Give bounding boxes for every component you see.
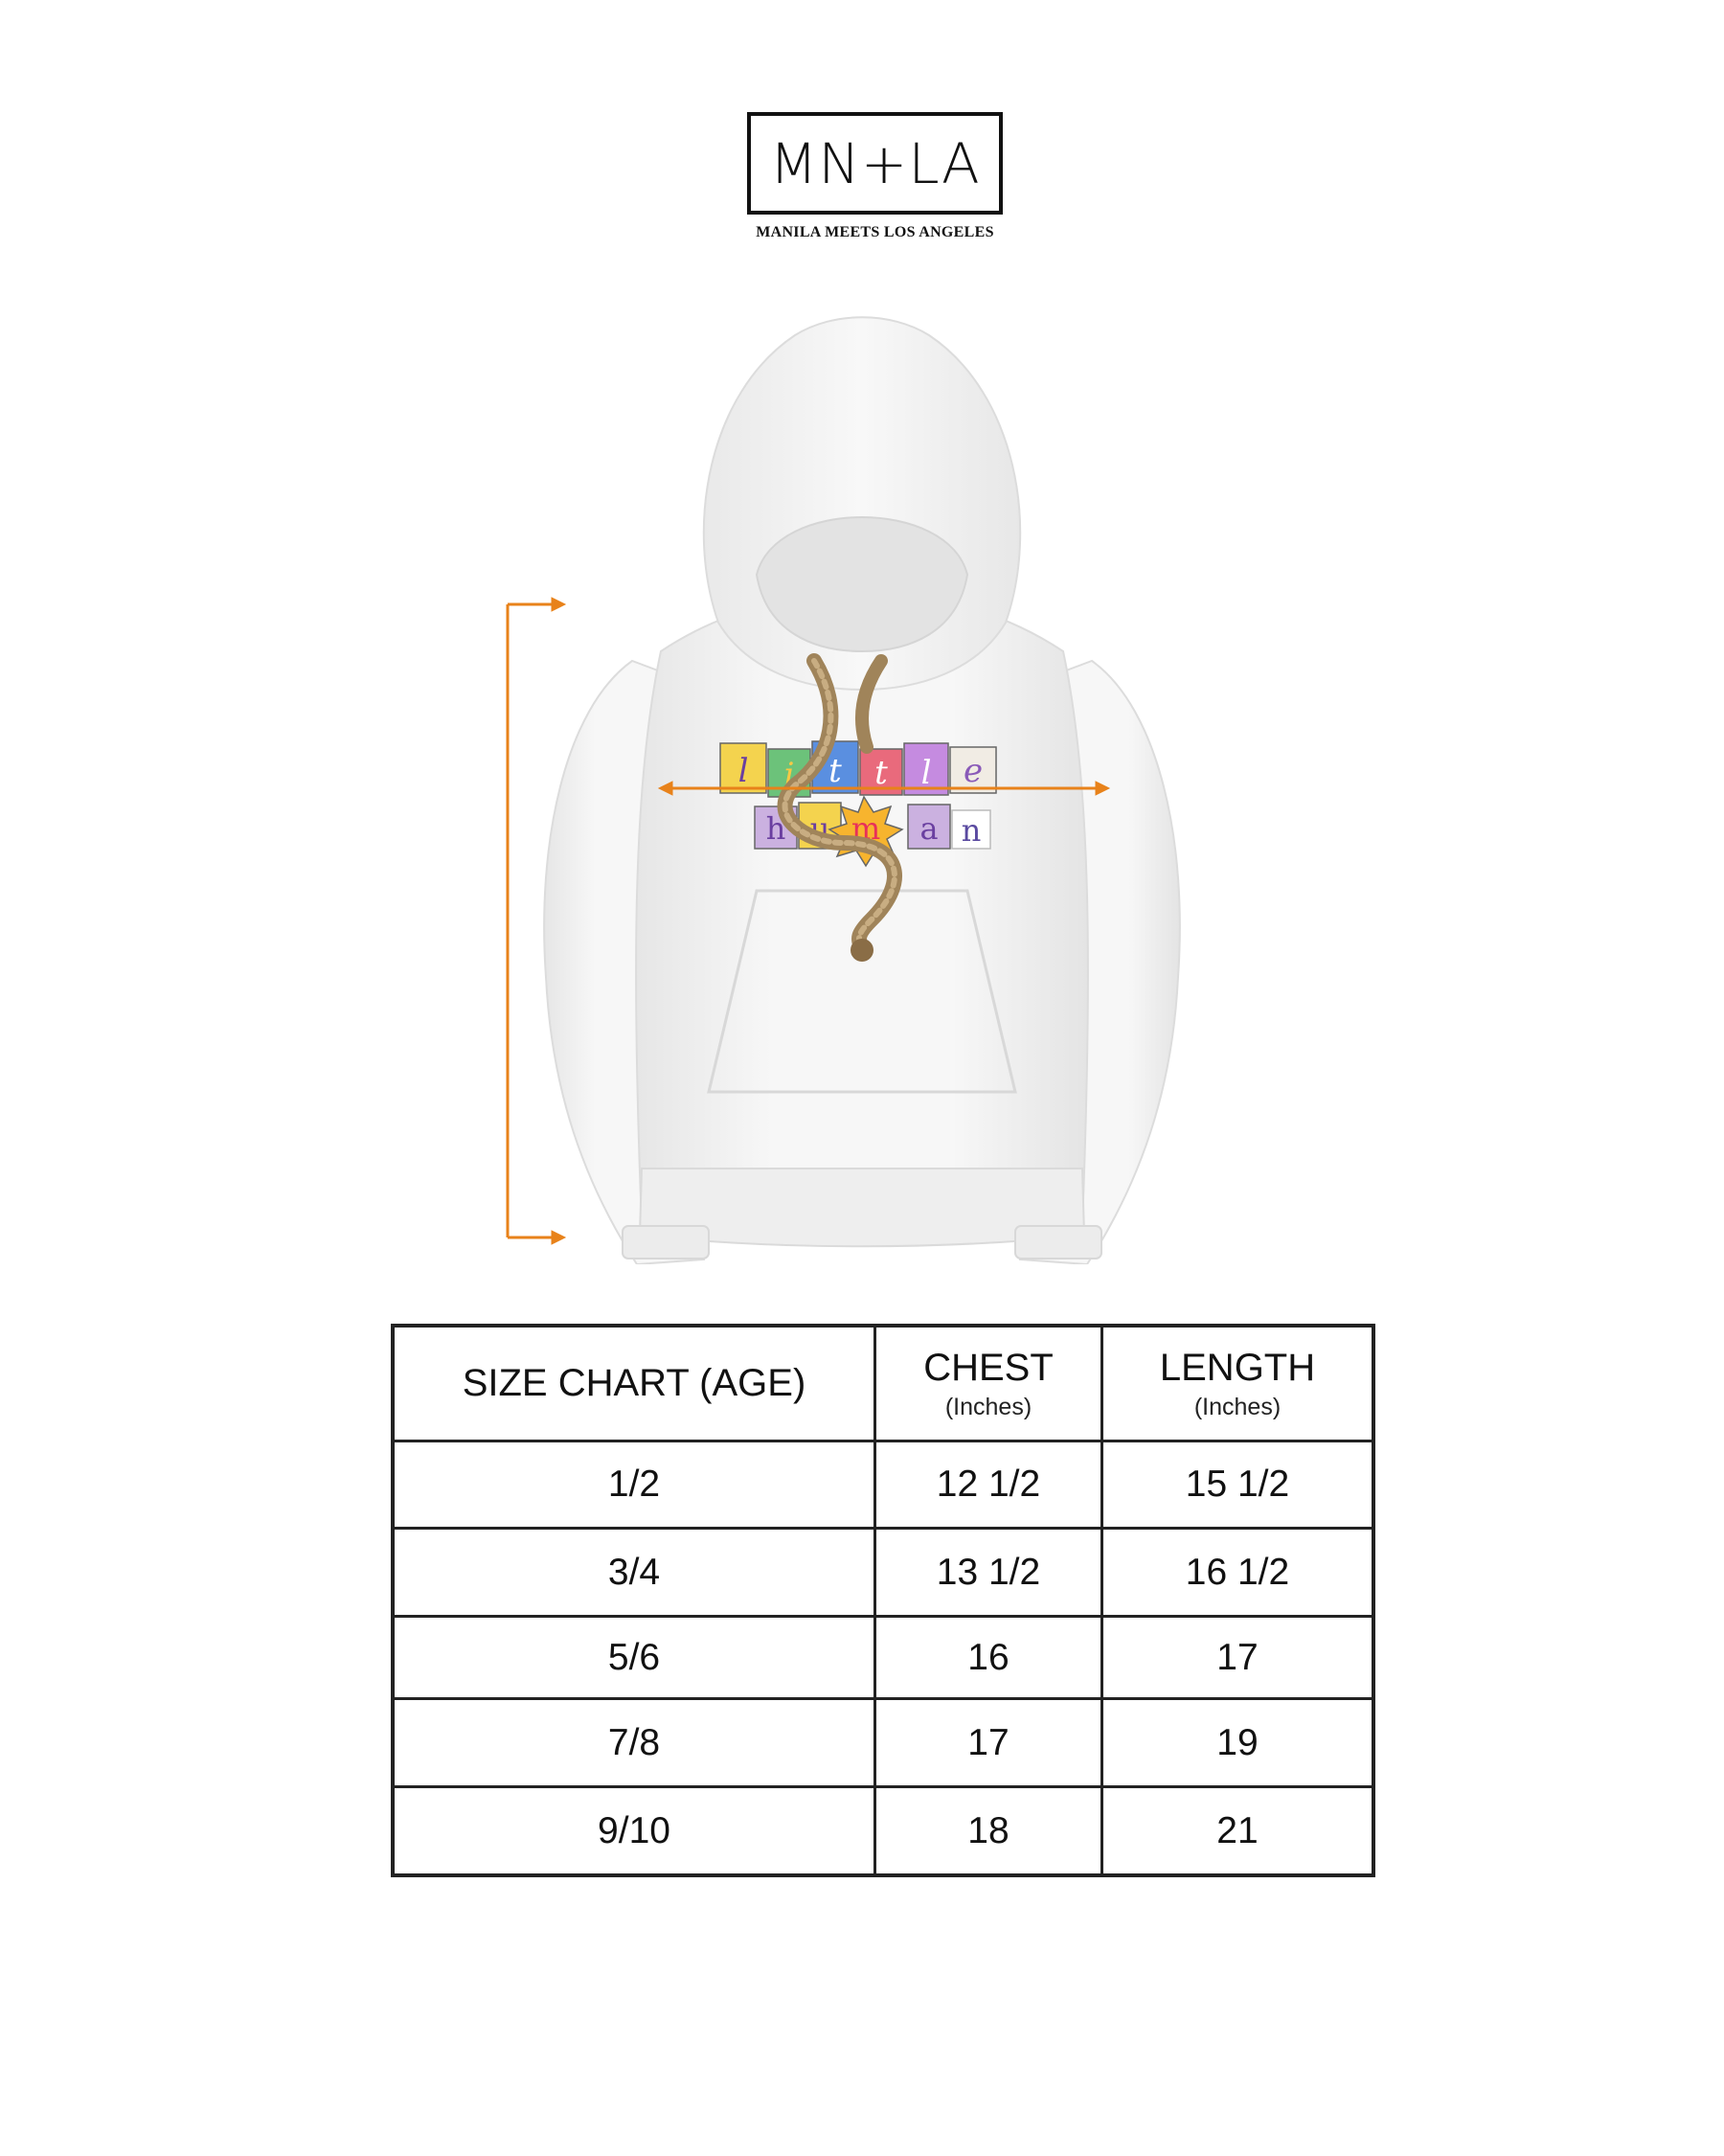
- table-row-size: 9/10: [598, 1809, 670, 1851]
- svg-text:l: l: [737, 752, 749, 790]
- brand-tagline: MANILA MEETS LOS ANGELES: [756, 224, 994, 240]
- svg-text:l: l: [920, 754, 932, 792]
- svg-text:h: h: [765, 810, 786, 847]
- size-chart-table: [391, 1324, 1375, 1877]
- header-size: SIZE CHART (AGE): [462, 1362, 806, 1404]
- svg-text:e: e: [963, 752, 984, 790]
- table-row-length: 21: [1216, 1809, 1259, 1851]
- table-row-chest: 18: [967, 1809, 1009, 1851]
- svg-text:a: a: [919, 810, 939, 847]
- table-row-size: 5/6: [607, 1636, 661, 1678]
- table-row-length: 19: [1216, 1721, 1259, 1763]
- table-row-size: 3/4: [607, 1551, 661, 1593]
- svg-text:i: i: [783, 756, 795, 794]
- table-row-length: 16 1/2: [1185, 1551, 1290, 1593]
- right-cuff: [1015, 1226, 1101, 1259]
- table-row-chest: 16: [967, 1636, 1009, 1678]
- logo-text: MN+LA: [769, 130, 981, 196]
- table-row-length: 15 1/2: [1185, 1464, 1290, 1505]
- svg-text:t: t: [874, 754, 888, 792]
- hoodie-illustration: [479, 306, 1245, 1264]
- svg-text:u: u: [809, 810, 830, 847]
- table-row-chest: 12 1/2: [936, 1464, 1041, 1505]
- header-chest: CHEST (Inches): [923, 1346, 1054, 1420]
- left-cuff: [623, 1226, 709, 1259]
- length-measure: [498, 594, 575, 1245]
- header-length: LENGTH (Inches): [1159, 1346, 1316, 1420]
- table-row-size: 7/8: [607, 1721, 661, 1763]
- table-row-size: 1/2: [607, 1464, 661, 1505]
- svg-text:m: m: [851, 810, 881, 847]
- table-row-chest: 13 1/2: [936, 1551, 1041, 1593]
- svg-text:n: n: [961, 812, 982, 849]
- brand-logo: [747, 112, 1003, 215]
- table-row-chest: 17: [967, 1721, 1009, 1763]
- table-row-length: 17: [1216, 1636, 1259, 1678]
- svg-text:t: t: [828, 752, 842, 790]
